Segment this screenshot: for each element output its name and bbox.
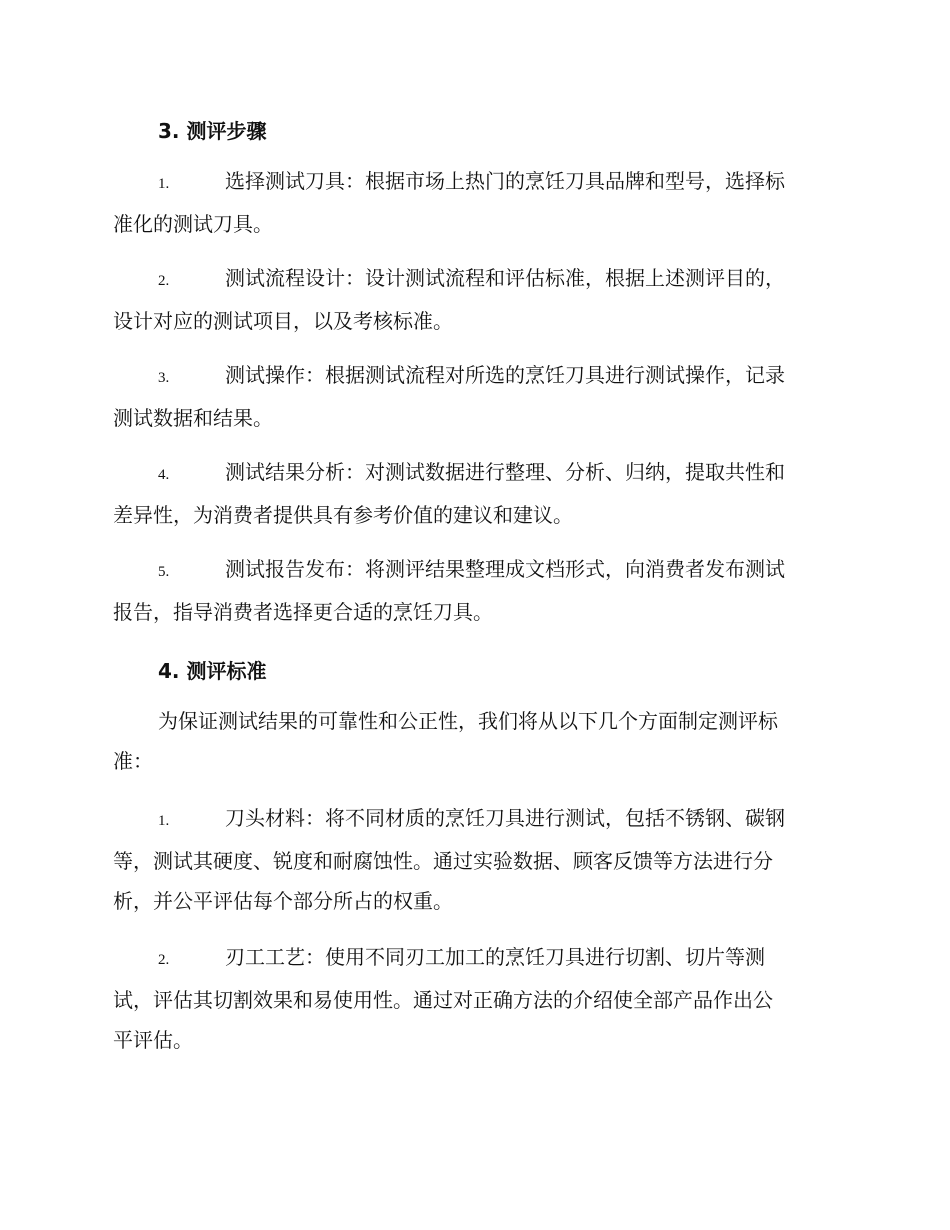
list-item-number: 2. bbox=[158, 952, 170, 968]
list-item-number: 3. bbox=[158, 370, 170, 386]
section-heading-criteria: 4. 测评标准 bbox=[158, 659, 267, 683]
intro-paragraph-line: 为保证测试结果的可靠性和公正性，我们将从以下几个方面制定测评标 bbox=[158, 709, 778, 733]
list-item bbox=[113, 937, 835, 1060]
list-item-number: 1. bbox=[158, 176, 170, 192]
list-item-text-continued: 平评估。 bbox=[113, 1028, 193, 1052]
list-item-text: 测试结果分析：对测试数据进行整理、分析、归纳，提取共性和 bbox=[225, 460, 785, 484]
list-item bbox=[113, 161, 835, 244]
list-item-text-continued: 测试数据和结果。 bbox=[113, 406, 273, 430]
list-item-text-continued: 设计对应的测试项目，以及考核标准。 bbox=[113, 309, 453, 333]
list-item-text-continued: 析，并公平评估每个部分所占的权重。 bbox=[113, 889, 453, 913]
list-item-text-continued: 试，评估其切割效果和易使用性。通过对正确方法的介绍使全部产品作出公 bbox=[113, 988, 773, 1012]
list-item bbox=[113, 798, 835, 921]
list-item-text: 刃工工艺：使用不同刃工加工的烹饪刀具进行切割、切片等测 bbox=[225, 945, 765, 969]
list-item bbox=[113, 258, 835, 341]
list-item-text: 测试报告发布：将测评结果整理成文档形式，向消费者发布测试 bbox=[225, 557, 785, 581]
list-item-number: 5. bbox=[158, 564, 170, 580]
section-heading-steps: 3. 测评步骤 bbox=[158, 119, 267, 143]
list-item-number: 1. bbox=[158, 813, 170, 829]
list-item-number: 2. bbox=[158, 273, 170, 289]
list-item-text-continued: 准化的测试刀具。 bbox=[113, 212, 273, 236]
list-item-text: 测试流程设计：设计测试流程和评估标准，根据上述测评目的， bbox=[225, 266, 785, 290]
list-item bbox=[113, 355, 835, 438]
list-item bbox=[113, 549, 835, 632]
list-item-text-continued: 报告，指导消费者选择更合适的烹饪刀具。 bbox=[113, 600, 493, 624]
list-item-text: 选择测试刀具：根据市场上热门的烹饪刀具品牌和型号，选择标 bbox=[225, 169, 785, 193]
intro-paragraph bbox=[113, 701, 835, 781]
list-item-text-continued: 差异性，为消费者提供具有参考价值的建议和建议。 bbox=[113, 503, 573, 527]
list-item-text: 刀头材料：将不同材质的烹饪刀具进行测试，包括不锈钢、碳钢 bbox=[225, 806, 785, 830]
list-item bbox=[113, 452, 835, 535]
intro-paragraph-line-continued: 准： bbox=[113, 749, 153, 773]
list-item-text-continued: 等，测试其硬度、锐度和耐腐蚀性。通过实验数据、顾客反馈等方法进行分 bbox=[113, 849, 773, 873]
list-item-number: 4. bbox=[158, 467, 170, 483]
list-item-text: 测试操作：根据测试流程对所选的烹饪刀具进行测试操作，记录 bbox=[225, 363, 785, 387]
